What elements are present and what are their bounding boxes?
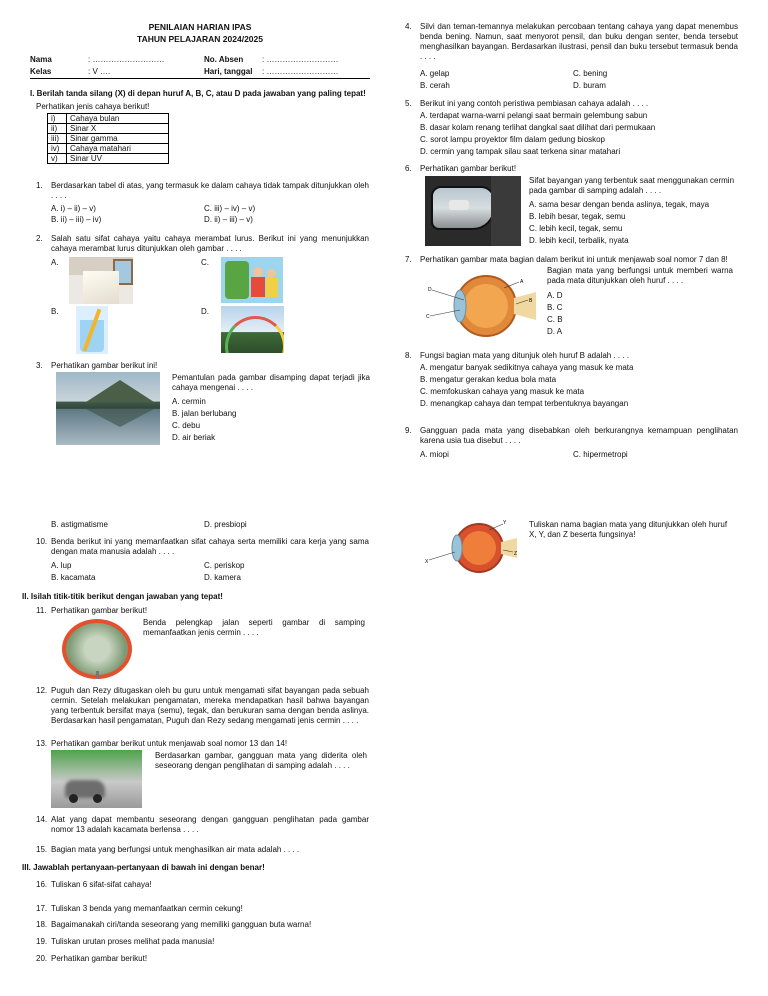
q8-option-a[interactable]: A. mengatur banyak sedikitnya cahaya yang masuk ke mata <box>420 363 634 372</box>
q18-text: Bagaimanakah ciri/tanda seseorang yang memiliki gangguan buta warna! <box>51 920 312 929</box>
q20-number: 20. <box>36 954 48 963</box>
q4-text: Silvi dan teman-temannya melakukan percobaan tentang cahaya yang dapat menembus benda bening. Namun, saat menyorot pensil, dan buku dengan senter, benda tersebut menghasilkan bayangan. Berdasarkan ilustrasi, pensil dan buku tersebut termasuk benda . . . . <box>420 22 738 61</box>
q6-number: 6. <box>405 164 412 173</box>
q4-option-b[interactable]: B. cerah <box>420 81 450 90</box>
nama-field[interactable]: : ……………………… <box>88 55 165 64</box>
q6-option-b[interactable]: B. lebih besar, tegak, semu <box>529 212 626 221</box>
q11-side-text: Benda pelengkap jalan seperti gambar di samping memanfaatkan jenis cermin . . . . <box>143 618 365 637</box>
light-type-table <box>47 113 169 164</box>
q4-option-a[interactable]: A. gelap <box>420 69 450 78</box>
q13-number: 13. <box>36 739 48 748</box>
q7-option-c[interactable]: C. B <box>547 315 563 324</box>
eye-label-a: A <box>520 279 524 285</box>
table-row: ii) Sinar X <box>48 124 169 134</box>
hari-label: Hari, tanggal <box>204 67 253 76</box>
q2-number: 2. <box>36 234 43 243</box>
q15-number: 15. <box>36 845 48 854</box>
q3-option-a[interactable]: A. cermin <box>172 397 206 406</box>
table-intro: Perhatikan jenis cahaya berikut! <box>36 102 150 111</box>
q10-option-b[interactable]: B. kacamata <box>51 573 96 582</box>
q3-number: 3. <box>36 361 43 370</box>
eye-label-c: C <box>426 314 430 320</box>
eye-anatomy-diagram <box>424 266 536 346</box>
eye-label-x: X <box>425 559 429 565</box>
lake-reflection-image <box>56 372 160 445</box>
page-title: PENILAIAN HARIAN IPAS <box>148 22 252 32</box>
q6-text: Perhatikan gambar berikut! <box>420 164 517 173</box>
table-row: v) Sinar UV <box>48 154 169 164</box>
q6-option-d[interactable]: D. lebih kecil, terbalik, nyata <box>529 236 629 245</box>
q7-number: 7. <box>405 255 412 264</box>
q7-option-b[interactable]: B. C <box>547 303 563 312</box>
q9-option-d[interactable]: D. presbiopi <box>204 520 247 529</box>
puppet-show-image <box>221 257 283 303</box>
q19-text: Tuliskan urutan proses melihat pada manusia! <box>51 937 215 946</box>
q14-text: Alat yang dapat membantu seseorang dengan gangguan penglihatan pada gambar nomor 13 adalah kacamata berlensa . . . . <box>51 815 369 834</box>
window-light-image <box>69 257 133 304</box>
q8-text: Fungsi bagian mata yang ditunjuk oleh huruf B adalah . . . . <box>420 351 630 360</box>
q10-number: 10. <box>36 537 48 546</box>
q12-number: 12. <box>36 686 48 695</box>
q5-option-c[interactable]: C. sorot lampu proyektor film dalam gedung bioskop <box>420 135 605 144</box>
q8-option-b[interactable]: B. mengatur gerakan kedua bola mata <box>420 375 557 384</box>
q11-text: Perhatikan gambar berikut! <box>51 606 148 615</box>
section-1-title: I. Berilah tanda silang (X) di depan huruf A, B, C, atau D pada jawaban yang paling tepat! <box>30 89 366 98</box>
section-3-title: III. Jawablah pertanyaan-pertanyaan di bawah ini dengan benar! <box>22 863 265 872</box>
q5-text: Berikut ini yang contoh peristiwa pembiasan cahaya adalah . . . . <box>420 99 649 108</box>
q5-option-b[interactable]: B. dasar kolam renang terlihat dangkal saat dilihat dari permukaan <box>420 123 656 132</box>
school-year: TAHUN PELAJARAN 2024/2025 <box>137 34 263 44</box>
q3-option-c[interactable]: C. debu <box>172 421 201 430</box>
eye-label-d: D <box>428 287 432 293</box>
q16-text: Tuliskan 6 sifat-sifat cahaya! <box>51 880 152 889</box>
q5-option-d[interactable]: D. cermin yang tampak silau saat terkena sinar matahari <box>420 147 621 156</box>
eye-label-b: B <box>529 298 533 304</box>
absen-label: No. Absen <box>204 55 244 64</box>
absen-field[interactable]: : ……………………… <box>262 55 339 64</box>
q4-option-c[interactable]: C. bening <box>573 69 608 78</box>
q7-option-a[interactable]: A. D <box>547 291 563 300</box>
q2-text: Salah satu sifat cahaya yaitu cahaya merambat lurus. Berikut ini yang menunjukkan cahaya merambat lurus ditunjukkan oleh gambar . . . . <box>51 234 369 253</box>
q13-text: Perhatikan gambar berikut untuk menjawab soal nomor 13 dan 14! <box>51 739 288 748</box>
q20-text: Perhatikan gambar berikut! <box>51 954 148 963</box>
q3-option-b[interactable]: B. jalan berlubang <box>172 409 237 418</box>
q6-option-c[interactable]: C. lebih kecil, tegak, semu <box>529 224 623 233</box>
q5-option-a[interactable]: A. terdapat warna-warni pelangi saat bermain gelembung sabun <box>420 111 648 120</box>
q16-number: 16. <box>36 880 48 889</box>
q7-side-text: Bagian mata yang berfungsi untuk memberi warna pada mata ditunjukkan oleh huruf . . . . <box>547 266 733 285</box>
q7-text: Perhatikan gambar mata bagian dalam berikut ini untuk menjawab soal nomor 7 dan 8! <box>420 255 728 264</box>
convex-mirror-image <box>56 619 142 679</box>
rainbow-image <box>221 306 284 353</box>
q9-text: Gangguan pada mata yang disebabkan oleh berkurangnya kemampuan penglihatan karena usia tua disebut . . . . <box>420 426 738 445</box>
q2-option-b[interactable]: B. <box>51 307 59 316</box>
q14-number: 14. <box>36 815 48 824</box>
q10-option-c[interactable]: C. periskop <box>204 561 245 570</box>
side-mirror-image <box>425 176 521 246</box>
section-2-title: II. Isilah titik-titik berikut dengan jawaban yang tepat! <box>22 592 223 601</box>
q2-option-a[interactable]: A. <box>51 258 59 267</box>
q2-option-d[interactable]: D. <box>201 307 209 316</box>
q1-option-a[interactable]: A. i) – ii) – v) <box>51 204 96 213</box>
q5-number: 5. <box>405 99 412 108</box>
q4-number: 4. <box>405 22 412 31</box>
eye-xyz-diagram <box>423 516 523 578</box>
q9-option-a[interactable]: A. miopi <box>420 450 449 459</box>
q20-side-text: Tuliskan nama bagian mata yang ditunjukkan oleh huruf X, Y, dan Z beserta fungsinya! <box>529 520 728 539</box>
q8-option-c[interactable]: C. memfokuskan cahaya yang masuk ke mata <box>420 387 585 396</box>
table-row: iii) Sinar gamma <box>48 134 169 144</box>
q1-option-b[interactable]: B. ii) – iii) – iv) <box>51 215 102 224</box>
q17-text: Tuliskan 3 benda yang memanfaatkan cermin cekung! <box>51 904 243 913</box>
q10-option-d[interactable]: D. kamera <box>204 573 241 582</box>
q9-option-c[interactable]: C. hipermetropi <box>573 450 628 459</box>
blurred-car-image <box>51 750 142 808</box>
q3-side-text: Pemantulan pada gambar disamping dapat terjadi jika cahaya mengenai . . . . <box>172 373 370 392</box>
table-row: i) Cahaya bulan <box>48 114 169 124</box>
q3-option-d[interactable]: D. air beriak <box>172 433 216 442</box>
pencil-in-glass-image <box>76 306 108 354</box>
q11-number: 11. <box>36 606 47 615</box>
table-row: iv) Cahaya matahari <box>48 144 169 154</box>
q12-text: Puguh dan Rezy ditugaskan oleh bu guru untuk mengamati sifat bayangan pada sebuah cermin. Setelah melakukan pengamatan, mereka mendapatkan hasil bahwa bayangan yang terbentuk bersifat maya (semu), tegak, dan berukuran sama dengan benda aslinya. Berdasarkan hasil pengamatan, Puguh dan Rezy sedang mengamati jenis cermin . . . . <box>51 686 369 725</box>
q9-number: 9. <box>405 426 412 435</box>
q1-option-c[interactable]: C. iii) – iv) – v) <box>204 204 256 213</box>
header-divider <box>30 78 370 79</box>
q6-side-text: Sifat bayangan yang terbentuk saat menggunakan cermin pada gambar di samping adalah . . . . <box>529 176 735 195</box>
q17-number: 17. <box>36 904 48 913</box>
q8-option-d[interactable]: D. menangkap cahaya dan tempat terbentuknya bayangan <box>420 399 629 408</box>
q6-option-a[interactable]: A. sama besar dengan benda aslinya, tegak, maya <box>529 200 710 209</box>
q19-number: 19. <box>36 937 48 946</box>
q2-option-c[interactable]: C. <box>201 258 209 267</box>
q18-number: 18. <box>36 920 48 929</box>
kelas-field[interactable]: : V …. <box>88 67 111 76</box>
q10-option-a[interactable]: A. lup <box>51 561 72 570</box>
q3-text: Perhatikan gambar berikut ini! <box>51 361 158 370</box>
q4-option-d[interactable]: D. buram <box>573 81 606 90</box>
nama-label: Nama <box>30 55 52 64</box>
q1-option-d[interactable]: D. ii) – iii) – v) <box>204 215 253 224</box>
eye-label-y: Y <box>503 520 507 526</box>
hari-field[interactable]: : ……………………… <box>262 67 339 76</box>
q15-text: Bagian mata yang berfungsi untuk menghasilkan air mata adalah . . . . <box>51 845 300 854</box>
q10-text: Benda berikut ini yang memanfaatkan sifat cahaya serta memiliki cara kerja yang sama dengan mata manusia adalah . . . . <box>51 537 369 556</box>
q1-text: Berdasarkan tabel di atas, yang termasuk ke dalam cahaya tidak tampak ditunjukkan oleh . . . . <box>51 181 369 200</box>
q13-side-text: Berdasarkan gambar, gangguan mata yang diderita oleh seseorang dengan penglihatan di samping adalah . . . . <box>155 751 367 770</box>
q8-number: 8. <box>405 351 412 360</box>
eye-label-z: Z <box>514 551 518 557</box>
q7-option-d[interactable]: D. A <box>547 327 563 336</box>
q9-option-b[interactable]: B. astigmatisme <box>51 520 108 529</box>
kelas-label: Kelas <box>30 67 52 76</box>
q1-number: 1. <box>36 181 43 190</box>
